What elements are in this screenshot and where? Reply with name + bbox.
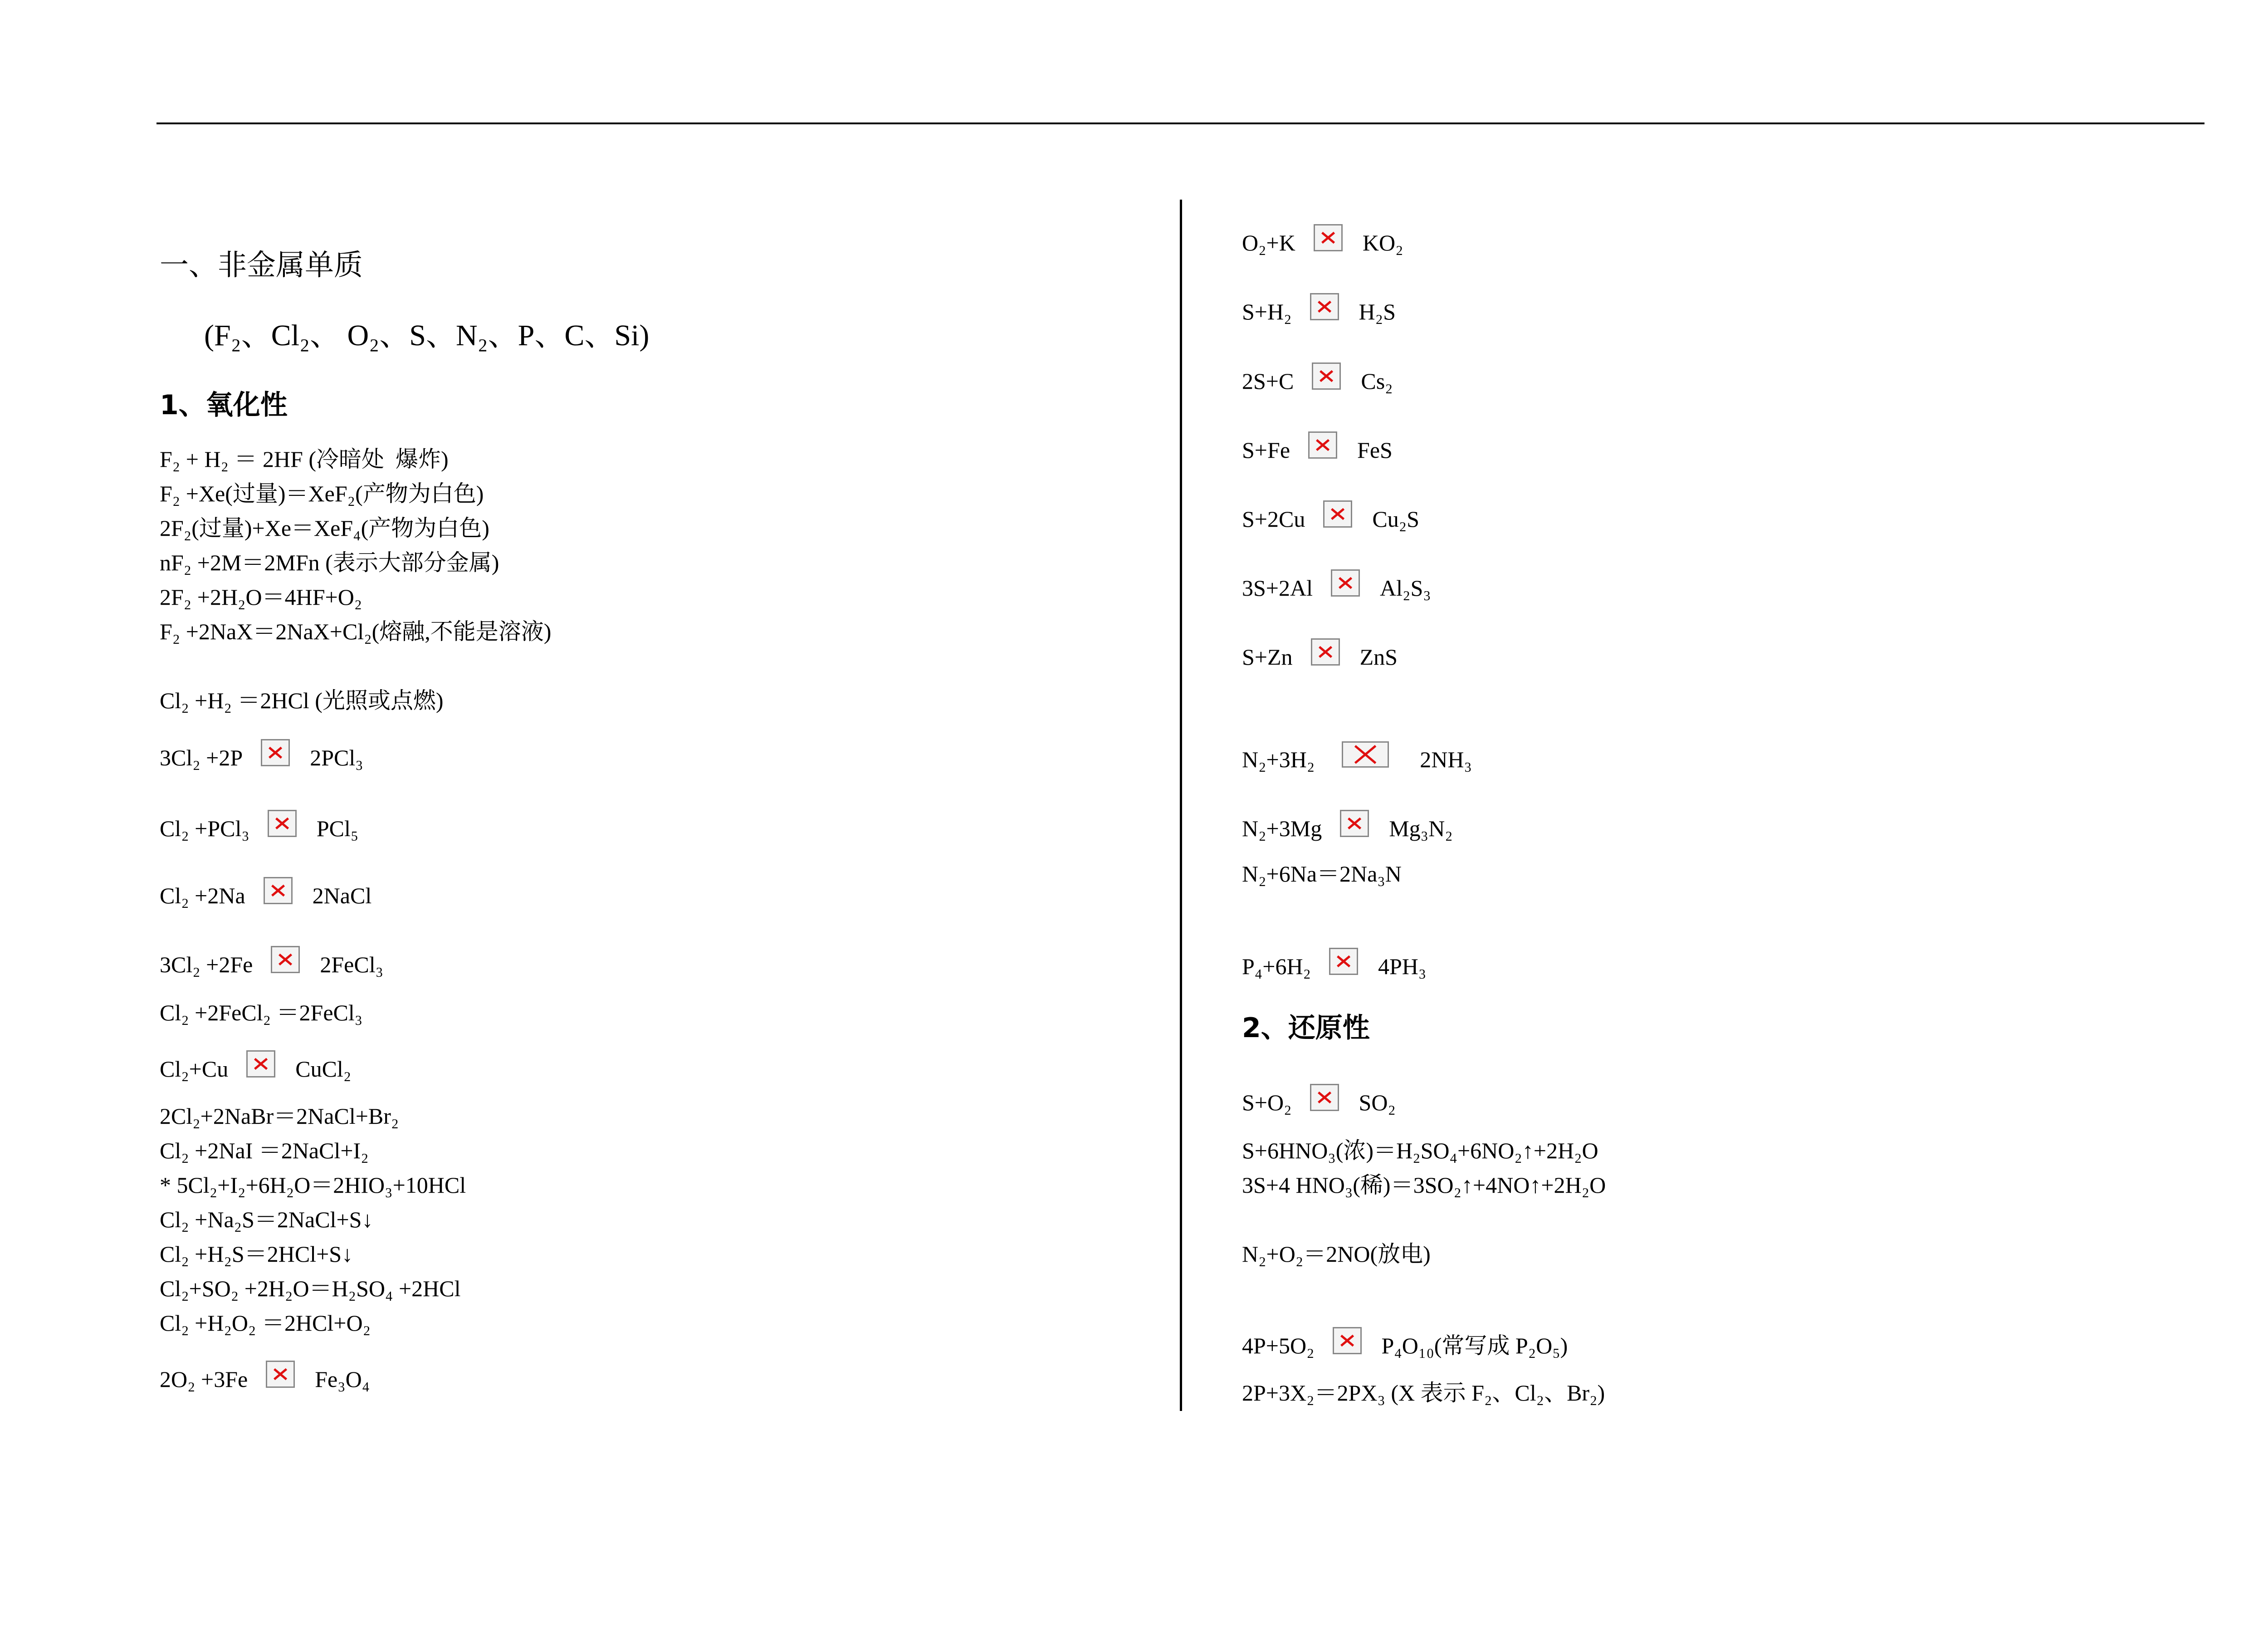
reaction-line: 3Cl₂ +2P 2PCl₃ bbox=[160, 744, 363, 771]
equation-line: 2F₂(过量)+Xe＝XeF₄(产物为白色) bbox=[160, 515, 489, 541]
equation-line: Cl₂ +H₂ ＝2HCl (光照或点燃) bbox=[160, 688, 444, 713]
equation-line: * 5Cl₂+I₂+6H₂O＝2HIO₃+10HCl bbox=[160, 1172, 466, 1198]
equation-line: nF₂ +2M＝2MFn (表示大部分金属) bbox=[160, 550, 499, 575]
broken-image-icon bbox=[261, 739, 290, 766]
equation-line: 2F₂ +2H₂O＝4HF+O₂ bbox=[160, 584, 362, 610]
equation-line: Cl₂ +H₂S＝2HCl+S↓ bbox=[160, 1241, 353, 1267]
reaction-line: Cl₂ +PCl₃ PCl₅ bbox=[160, 815, 358, 842]
broken-image-icon bbox=[1329, 948, 1358, 975]
equation-line: 2Cl₂+2NaBr＝2NaCl+Br₂ bbox=[160, 1103, 399, 1129]
reaction-line: S+2Cu Cu₂S bbox=[1242, 505, 1419, 533]
broken-image-icon bbox=[271, 946, 300, 973]
equation-line: 2P+3X₂＝2PX₃ (X 表示 F₂、Cl₂、Br₂) bbox=[1242, 1380, 1605, 1406]
broken-image-icon bbox=[1312, 362, 1341, 390]
broken-image-icon bbox=[1310, 1084, 1339, 1111]
reaction-line: S+Fe FeS bbox=[1242, 436, 1393, 464]
reaction-line: 2O₂ +3Fe Fe₃O₄ bbox=[160, 1366, 370, 1393]
reaction-line: 4P+5O₂ P₄O₁₀(常写成 P₂O₅) bbox=[1242, 1332, 1568, 1359]
reaction-line: N₂+3Mg Mg₃N₂ bbox=[1242, 815, 1453, 842]
reaction-line: 2S+C Cs₂ bbox=[1242, 367, 1393, 395]
equation-line: F₂ + H₂ ＝ 2HF (冷暗处 爆炸) bbox=[160, 446, 449, 472]
equation-line: F₂ +2NaX＝2NaX+Cl₂(熔融,不能是溶液) bbox=[160, 619, 552, 644]
equation-line: Cl₂ +Na₂S＝2NaCl+S↓ bbox=[160, 1207, 373, 1232]
equation-line: S+6HNO₃(浓)＝H₂SO₄+6NO₂↑+2H₂O bbox=[1242, 1138, 1598, 1163]
reaction-line: S+O₂ SO₂ bbox=[1242, 1089, 1396, 1116]
reaction-line: Cl₂ +2Na 2NaCl bbox=[160, 882, 371, 909]
reaction-line: 3S+2Al Al₂S₃ bbox=[1242, 574, 1431, 602]
equation-line: N₂+6Na＝2Na₃N bbox=[1242, 861, 1402, 886]
broken-image-icon bbox=[1308, 431, 1337, 459]
section-heading-oxidizing: 1、氧化性 bbox=[160, 389, 288, 421]
broken-image-icon bbox=[1311, 638, 1340, 666]
equation-line: Cl₂ +2NaI ＝2NaCl+I₂ bbox=[160, 1138, 369, 1163]
equation-line: Cl₂ +H₂O₂ ＝2HCl+O₂ bbox=[160, 1310, 371, 1336]
reaction-line: S+Zn ZnS bbox=[1242, 643, 1398, 671]
broken-image-icon bbox=[1333, 1327, 1362, 1354]
broken-image-icon bbox=[1314, 224, 1343, 251]
equation-line: Cl₂ +2FeCl₂ ＝2FeCl₃ bbox=[160, 1000, 363, 1025]
broken-image-icon bbox=[264, 877, 293, 904]
broken-image-icon bbox=[266, 1361, 295, 1388]
equation-line: F₂ +Xe(过量)＝XeF₂(产物为白色) bbox=[160, 481, 484, 506]
broken-image-icon bbox=[268, 810, 297, 837]
broken-image-icon bbox=[1331, 569, 1360, 597]
page-title: 一、非金属单质 bbox=[160, 249, 363, 282]
broken-image-icon bbox=[1323, 500, 1352, 528]
reaction-line: O₂+K KO₂ bbox=[1242, 229, 1403, 256]
reaction-line: 3Cl₂ +2Fe 2FeCl₃ bbox=[160, 951, 383, 978]
broken-image-icon bbox=[1340, 810, 1369, 837]
broken-image-icon bbox=[1342, 741, 1389, 768]
top-rule bbox=[156, 122, 2204, 124]
equation-line: N₂+O₂＝2NO(放电) bbox=[1242, 1241, 1431, 1267]
reaction-line: Cl₂+Cu CuCl₂ bbox=[160, 1055, 351, 1082]
equation-line: 3S+4 HNO₃(稀)＝3SO₂↑+4NO↑+2H₂O bbox=[1242, 1172, 1606, 1198]
column-divider bbox=[1180, 200, 1182, 1411]
equation-line: Cl₂+SO₂ +2H₂O＝H₂SO₄ +2HCl bbox=[160, 1276, 461, 1301]
broken-image-icon bbox=[246, 1050, 275, 1077]
section-heading-reducing: 2、还原性 bbox=[1242, 1012, 1370, 1044]
broken-image-icon bbox=[1310, 293, 1339, 320]
reaction-line: S+H₂ H₂S bbox=[1242, 298, 1396, 325]
element-list: (F₂、Cl₂、 O₂、S、N₂、P、C、Si) bbox=[204, 319, 650, 352]
reaction-line: N₂+3H₂ 2NH₃ bbox=[1242, 746, 1472, 773]
reaction-line: P₄+6H₂ 4PH₃ bbox=[1242, 953, 1426, 980]
